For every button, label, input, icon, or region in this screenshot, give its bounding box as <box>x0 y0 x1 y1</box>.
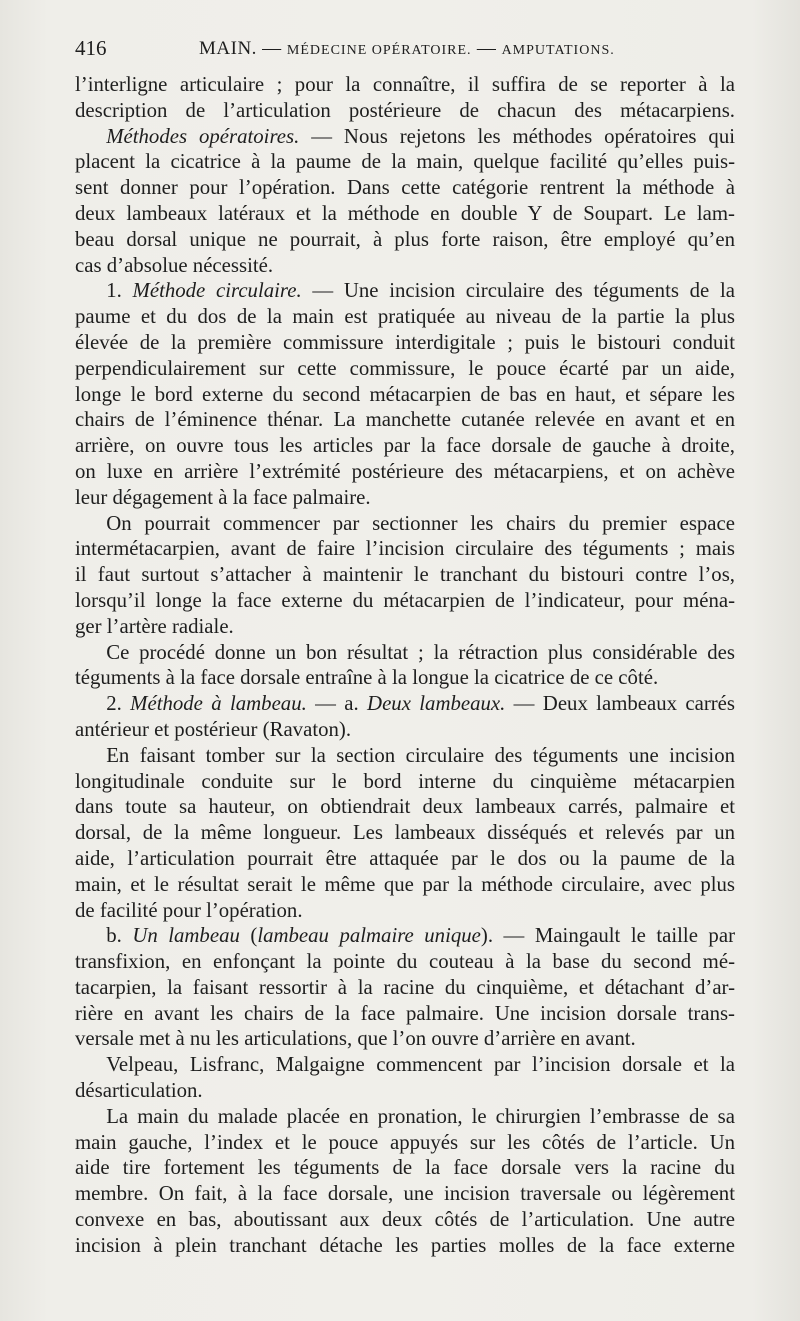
text-line <box>75 511 735 537</box>
text-run: beau dorsal unique ne pourrait, à plus forte raison, être employé qu’en <box>75 227 735 251</box>
text-line <box>75 691 735 717</box>
text-line <box>75 201 735 227</box>
text-line <box>75 717 735 743</box>
text-run: paume et du dos de la main est pratiquée au niveau de la partie la plus <box>75 305 735 329</box>
section-title: MAIN. <box>199 38 257 59</box>
text-line <box>75 898 735 924</box>
text-line <box>75 1104 735 1130</box>
text-run: main gauche, l’index et le pouce appuyés sur les côtés de l’article. Un <box>75 1130 735 1154</box>
text-run: — Une incision circulaire des téguments de la <box>301 279 735 303</box>
topic-title: AMPUTATIONS. <box>501 43 615 58</box>
text-run: ger l’artère radiale. <box>75 614 234 638</box>
text-run: aide tire fortement les téguments de la face dorsale vers la racine du <box>75 1156 735 1180</box>
text-run: deux lambeaux latéraux et la méthode en double Y de Soupart. Le lam- <box>75 201 735 225</box>
text-line <box>75 769 735 795</box>
text-run: ). — Maingault le taille par <box>480 924 735 948</box>
text-line <box>75 1001 735 1027</box>
text-line <box>75 227 735 253</box>
text-line <box>75 433 735 459</box>
text-line <box>75 382 735 408</box>
page-number: 416 <box>75 36 107 60</box>
text-run: convexe en bas, aboutissant aux deux côtés de l’articulation. Une autre <box>75 1208 735 1232</box>
text-run: tacarpien, la faisant ressortir à la racine du cinquième, et détachant d’ar- <box>75 975 735 999</box>
text-run: versale met à nu les articulations, que l’on ouvre d’arrière en avant. <box>75 1027 636 1051</box>
text-line <box>75 330 735 356</box>
header-dash: — <box>262 38 282 59</box>
text-line <box>75 253 735 279</box>
text-line <box>75 872 735 898</box>
text-run: Velpeau, Lisfranc, Malgaigne commencent par l’incision dorsale et la <box>75 1053 735 1077</box>
text-run: aide, l’articulation pourrait être attaquée par le dos ou la paume de la <box>75 846 735 870</box>
running-title <box>199 38 615 60</box>
text-line <box>75 562 735 588</box>
body-text <box>75 72 735 1259</box>
text-run <box>75 125 106 148</box>
text-line <box>75 820 735 846</box>
text-run: sent donner pour l’opération. Dans cette catégorie rentrent la méthode à <box>75 176 735 200</box>
text-line <box>75 407 735 433</box>
text-line <box>75 1078 735 1104</box>
text-run: Ce procédé donne un bon résultat ; la rétraction plus considérable des <box>75 640 735 664</box>
text-line <box>75 1130 735 1156</box>
italic-text: Méthode à lambeau. <box>130 692 307 716</box>
text-run: — Nous rejetons les méthodes opératoires qui <box>299 124 736 148</box>
italic-text: Méthodes opératoires. <box>106 124 300 148</box>
text-run: élevée de la première commissure interdigitale ; puis le bistouri conduit <box>75 330 735 354</box>
subsection-title: MÉDECINE OPÉRATOIRE. <box>286 43 472 58</box>
text-line <box>75 1155 735 1181</box>
text-run: chairs de l’éminence thénar. La manchette cutanée relevée en avant et en <box>75 408 735 432</box>
text-line <box>75 1207 735 1233</box>
text-line <box>75 72 735 98</box>
text-line <box>75 614 735 640</box>
text-line <box>75 665 735 691</box>
text-line <box>75 98 735 124</box>
text-run: dans toute sa hauteur, on obtiendrait deux lambeaux carrés, palmaire et <box>75 795 735 819</box>
text-run: membre. On fait, à la face dorsale, une incision traversale ou légèrement <box>75 1182 735 1206</box>
text-run: leur dégagement à la face palmaire. <box>75 485 371 509</box>
italic-text: Deux lambeaux. <box>367 692 506 716</box>
italic-text: Méthode circulaire. <box>132 279 302 303</box>
text-line <box>75 124 735 150</box>
text-line <box>75 588 735 614</box>
text-run: longe le bord externe du second métacarpien de bas en haut, et sépare les <box>75 382 735 406</box>
text-line <box>75 1026 735 1052</box>
text-run: incision à plein tranchant détache les parties molles de la face externe <box>75 1233 735 1257</box>
text-run: on luxe en arrière l’extrémité postérieure des métacarpiens, et on achève <box>75 459 735 483</box>
running-header <box>75 36 735 66</box>
text-line <box>75 975 735 1001</box>
text-run: cas d’absolue nécessité. <box>75 253 274 277</box>
text-line <box>75 923 735 949</box>
text-line <box>75 356 735 382</box>
text-run: description de l’articulation postérieure de chacun des métacarpiens. <box>75 98 735 122</box>
text-run: dorsal, de la même longueur. Les lambeaux disséqués et relevés par un <box>75 821 735 845</box>
italic-text: Un lambeau <box>132 924 240 948</box>
text-run: perpendiculairement sur cette commissure, le pouce écarté par un aide, <box>75 356 735 380</box>
text-run: 1. <box>75 279 133 303</box>
text-run: arrière, on ouvre tous les articles par la face dorsale de gauche à droite, <box>75 434 735 458</box>
text-run: b. <box>75 924 133 948</box>
text-run: ( <box>239 924 258 948</box>
text-line <box>75 304 735 330</box>
italic-text: lambeau palmaire unique <box>257 924 481 948</box>
text-run: il faut surtout s’attacher à maintenir le tranchant du bistouri contre l’os, <box>75 563 735 587</box>
text-line <box>75 640 735 666</box>
text-line <box>75 459 735 485</box>
text-run: antérieur et postérieur (Ravaton). <box>75 717 352 741</box>
text-run: 2. <box>75 692 131 716</box>
header-dash: — <box>476 38 497 59</box>
text-run: transfixion, en enfonçant la pointe du couteau à la base du second mé- <box>75 950 735 974</box>
text-run: lorsqu’il longe la face externe du métacarpien de l’indicateur, pour ména- <box>75 588 735 612</box>
text-run: intermétacarpien, avant de faire l’incision circulaire des téguments ; mais <box>75 537 735 561</box>
text-run: On pourrait commencer par sectionner les chairs du premier espace <box>75 511 735 535</box>
text-run: téguments à la face dorsale entraîne à la longue la cicatrice de ce côté. <box>75 666 659 690</box>
text-run: — a. <box>306 692 368 716</box>
text-line <box>75 846 735 872</box>
text-run: longitudinale conduite sur le bord interne du cinquième métacarpien <box>75 769 735 793</box>
text-line <box>75 1233 735 1259</box>
text-run: placent la cicatrice à la paume de la main, quelque facilité qu’elles puis- <box>75 150 735 174</box>
text-run: désarticulation. <box>75 1079 203 1103</box>
text-line <box>75 1052 735 1078</box>
text-run: main, et le résultat serait le même que par la méthode circulaire, avec plus <box>75 872 735 896</box>
text-line <box>75 485 735 511</box>
text-run: — Deux lambeaux carrés <box>505 692 735 716</box>
text-run: En faisant tomber sur la section circulaire des téguments une incision <box>75 743 735 767</box>
text-line <box>75 278 735 304</box>
text-line <box>75 743 735 769</box>
text-line <box>75 794 735 820</box>
text-line <box>75 149 735 175</box>
text-run: de facilité pour l’opération. <box>75 898 303 922</box>
text-run: rière en avant les chairs de la face palmaire. Une incision dorsale trans- <box>75 1001 735 1025</box>
text-line <box>75 536 735 562</box>
text-line <box>75 1181 735 1207</box>
text-line <box>75 175 735 201</box>
text-run: La main du malade placée en pronation, le chirurgien l’embrasse de sa <box>75 1104 735 1128</box>
text-run: l’interligne articulaire ; pour la connaître, il suffira de se reporter à la <box>75 73 735 96</box>
text-line <box>75 949 735 975</box>
